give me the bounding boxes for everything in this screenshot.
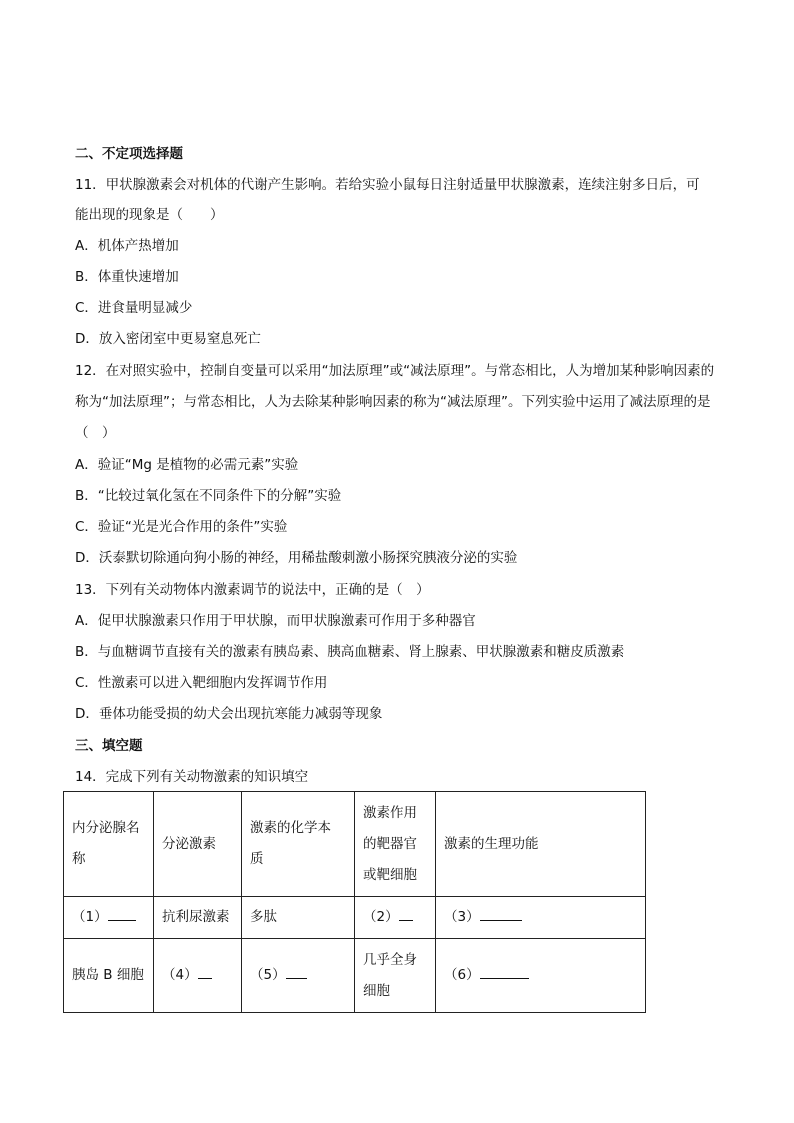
question-13-option-b: B．与血糖调节直接有关的激素有胰岛素、胰高血糖素、肾上腺素、甲状腺激素和糖皮质激素 [75, 644, 625, 660]
question-14-stem: 14．完成下列有关动物激素的知识填空 [75, 769, 309, 785]
table-cell: （2） [355, 897, 436, 939]
answer-blank-4[interactable] [198, 964, 212, 979]
question-11-option-a: A．机体产热增加 [75, 238, 179, 254]
section-heading: 二、不定项选择题 [75, 146, 183, 162]
question-12-option-c: C．验证“光是光合作用的条件”实验 [75, 519, 288, 535]
hormone-table [63, 791, 646, 1013]
answer-blank-2[interactable] [399, 906, 413, 921]
question-11-option-c: C．进食量明显减少 [75, 300, 193, 316]
table-cell: （5） [242, 939, 355, 1013]
table-header-cell: 激素的生理功能 [436, 792, 646, 897]
table-header-cell: 分泌激素 [154, 792, 242, 897]
question-12-stem: 称为“加法原理”；与常态相比，人为去除某种影响因素的称为“减法原理”。下列实验中运用了减法原理的是 [75, 394, 711, 410]
table-row [64, 939, 646, 1013]
question-12-option-d: D．沃泰默切除通向狗小肠的神经，用稀盐酸刺激小肠探究胰液分泌的实验 [75, 550, 518, 566]
question-13-stem: 13．下列有关动物体内激素调节的说法中，正确的是（ ） [75, 582, 430, 598]
table-header-row [64, 792, 646, 897]
answer-blank-6[interactable] [480, 964, 529, 979]
table-row [64, 897, 646, 939]
section-heading: 三、填空题 [75, 738, 143, 754]
table-cell: （1） [64, 897, 154, 939]
table-cell: （6） [436, 939, 646, 1013]
question-11-option-d: D．放入密闭室中更易窒息死亡 [75, 331, 261, 347]
question-13-option-d: D．垂体功能受损的幼犬会出现抗寒能力减弱等现象 [75, 706, 383, 722]
table-header-cell: 激素作用 的靶器官 或靶细胞 [355, 792, 436, 897]
table-cell: （3） [436, 897, 646, 939]
table-header-cell: 内分泌腺名 称 [64, 792, 154, 897]
table-cell: 多肽 [242, 897, 355, 939]
question-13-option-a: A．促甲状腺激素只作用于甲状腺，而甲状腺激素可作用于多种器官 [75, 613, 476, 629]
table-cell: 几乎全身 细胞 [355, 939, 436, 1013]
question-12-stem: （ ） [75, 425, 116, 441]
question-12-stem: 12．在对照实验中，控制自变量可以采用“加法原理”或“减法原理”。与常态相比，人为增加某种影响因素的 [75, 363, 715, 379]
question-11-stem: 能出现的现象是（ ） [75, 207, 224, 223]
table-header-cell: 激素的化学本 质 [242, 792, 355, 897]
answer-blank-3[interactable] [480, 906, 522, 921]
table-cell: 抗利尿激素 [154, 897, 242, 939]
question-13-option-c: C．性激素可以进入靶细胞内发挥调节作用 [75, 675, 328, 691]
table-cell: （4） [154, 939, 242, 1013]
question-11-option-b: B．体重快速增加 [75, 269, 179, 285]
answer-blank-1[interactable] [108, 906, 136, 921]
question-12-option-a: A．验证“Mg 是植物的必需元素”实验 [75, 457, 299, 473]
table-cell: 胰岛 B 细胞 [64, 939, 154, 1013]
answer-blank-5[interactable] [286, 964, 307, 979]
question-12-option-b: B．“比较过氧化氢在不同条件下的分解”实验 [75, 488, 342, 504]
question-11-stem: 11．甲状腺激素会对机体的代谢产生影响。若给实验小鼠每日注射适量甲状腺激素，连续注射多日后，可 [75, 177, 700, 193]
